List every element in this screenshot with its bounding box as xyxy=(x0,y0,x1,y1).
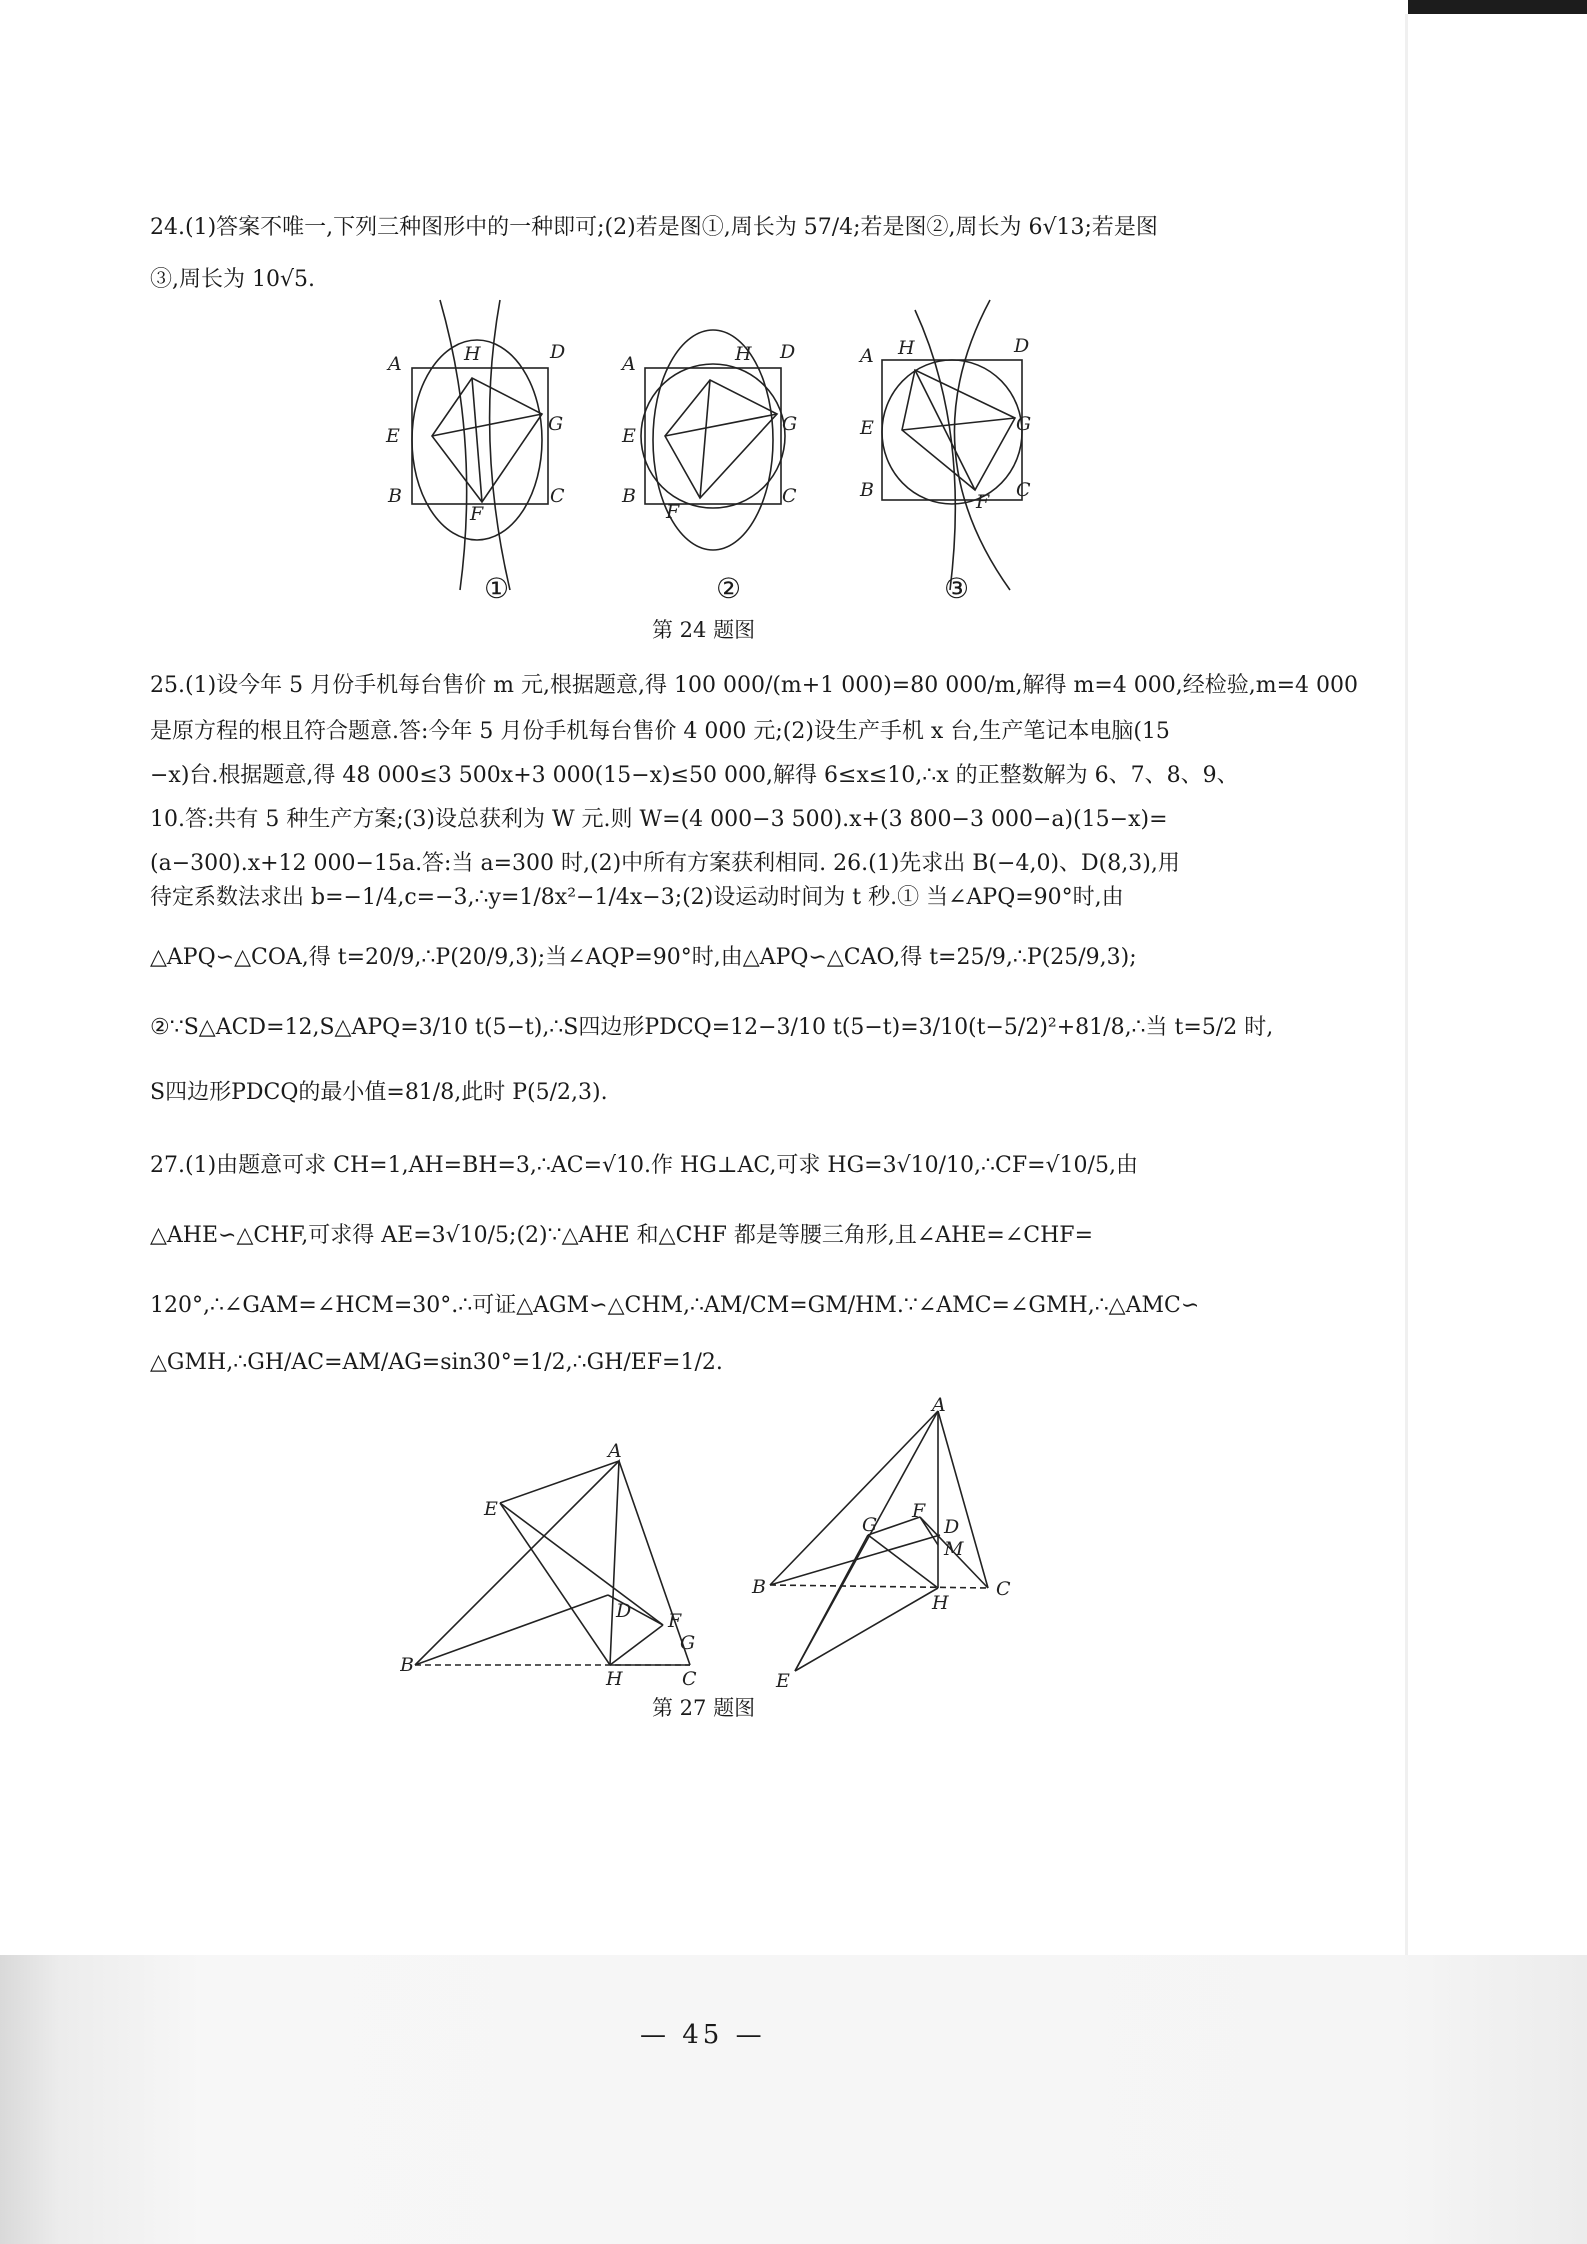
label-M: M xyxy=(944,1538,964,1560)
p25-line8: ②∵S△ACD=12,S△APQ=3/10 t(5−t),∴S四边形PDCQ=12−3/10 t(5−t)=3/10(t−5/2)²+81/8,∴当 t=5/2 时, xyxy=(150,1015,1274,1040)
label-G: G xyxy=(680,1632,696,1654)
figure-27-right xyxy=(751,1395,1011,1692)
label-B: B xyxy=(752,1576,766,1598)
label-G: G xyxy=(782,413,798,435)
label-B: B xyxy=(622,485,636,507)
label-B: B xyxy=(388,485,402,507)
page-number: — 45 — xyxy=(640,2020,766,2050)
p25-line2: 是原方程的根且符合题意.答:今年 5 月份手机每台售价 4 000 元;(2)设生产手机 x 台,生产笔记本电脑(15 xyxy=(150,719,1170,744)
figure-24 xyxy=(370,290,1050,600)
label-E: E xyxy=(860,417,874,439)
label-H: H xyxy=(606,1668,623,1690)
label-G: G xyxy=(862,1514,878,1536)
scan-edge-bottom xyxy=(0,1955,1587,2244)
label-H: H xyxy=(464,343,481,365)
label-B: B xyxy=(860,479,874,501)
label-F: F xyxy=(470,503,484,525)
fig24-label-3: ③ xyxy=(944,572,970,605)
label-A: A xyxy=(860,345,874,367)
p25-line3: −x)台.根据题意,得 48 000≤3 500x+3 000(15−x)≤50 000,解得 6≤x≤10,∴x 的正整数解为 6、7、8、9、 xyxy=(150,763,1239,788)
label-A: A xyxy=(608,1440,622,1462)
p25-line1: 25.(1)设今年 5 月份手机每台售价 m 元,根据题意,得 100 000/(m+1 000)=80 000/m,解得 m=4 000,经检验,m=4 000 xyxy=(150,673,1359,698)
label-E: E xyxy=(386,425,400,447)
label-G: G xyxy=(548,413,564,435)
label-B: B xyxy=(400,1654,414,1676)
label-A: A xyxy=(388,353,402,375)
fig24-caption: 第 24 题图 xyxy=(652,618,756,642)
p25-line7: △APQ∽△COA,得 t=20/9,∴P(20/9,3);当∠AQP=90°时,由△APQ∽△CAO,得 t=25/9,∴P(25/9,3); xyxy=(150,945,1137,970)
label-E: E xyxy=(622,425,636,447)
label-G: G xyxy=(1016,413,1032,435)
label-E: E xyxy=(776,1670,790,1692)
label-D: D xyxy=(616,1600,632,1622)
label-F: F xyxy=(666,501,680,523)
label-C: C xyxy=(996,1578,1011,1600)
fig24-label-1: ① xyxy=(484,572,510,605)
figure-27-left xyxy=(400,1440,697,1690)
label-A: A xyxy=(622,353,636,375)
p25-line5: (a−300).x+12 000−15a.答:当 a=300 时,(2)中所有方案获利相同. 26.(1)先求出 B(−4,0)、D(8,3),用 xyxy=(150,851,1180,876)
p27-line3: 120°,∴∠GAM=∠HCM=30°.∴可证△AGM∽△CHM,∴AM/CM=GM/HM.∵∠AMC=∠GMH,∴△AMC∽ xyxy=(150,1293,1200,1318)
figure-24-1 xyxy=(385,300,565,590)
figure-24-3 xyxy=(858,300,1031,590)
label-F: F xyxy=(912,1500,926,1522)
label-C: C xyxy=(550,485,565,507)
figure-27 xyxy=(400,1395,1020,1705)
label-C: C xyxy=(1016,479,1031,501)
label-E: E xyxy=(484,1498,498,1520)
label-D: D xyxy=(944,1516,960,1538)
p27-line1: 27.(1)由题意可求 CH=1,AH=BH=3,∴AC=√10.作 HG⊥AC,可求 HG=3√10/10,∴CF=√10/5,由 xyxy=(150,1153,1138,1178)
label-D: D xyxy=(550,341,566,363)
label-F: F xyxy=(668,1610,682,1632)
label-C: C xyxy=(782,485,797,507)
p27-line2: △AHE∽△CHF,可求得 AE=3√10/5;(2)∵△AHE 和△CHF 都是等腰三角形,且∠AHE=∠CHF= xyxy=(150,1223,1094,1248)
label-F: F xyxy=(976,491,990,513)
p24-line2: ③,周长为 10√5. xyxy=(150,267,315,292)
label-H: H xyxy=(898,337,915,359)
scan-edge-top xyxy=(1408,0,1587,14)
p25-line9: S四边形PDCQ的最小值=81/8,此时 P(5/2,3). xyxy=(150,1080,608,1105)
fig24-label-2: ② xyxy=(716,572,742,605)
p24-line1: 24.(1)答案不唯一,下列三种图形中的一种即可;(2)若是图①,周长为 57/4;若是图②,周长为 6√13;若是图 xyxy=(150,215,1158,240)
p25-line6: 待定系数法求出 b=−1/4,c=−3,∴y=1/8x²−1/4x−3;(2)设运动时间为 t 秒.① 当∠APQ=90°时,由 xyxy=(150,885,1124,910)
scan-edge-right xyxy=(1405,14,1408,1955)
label-H: H xyxy=(735,343,752,365)
p27-line4: △GMH,∴GH/AC=AM/AG=sin30°=1/2,∴GH/EF=1/2. xyxy=(150,1350,723,1375)
label-H: H xyxy=(932,1592,949,1614)
p25-line4: 10.答:共有 5 种生产方案;(3)设总获利为 W 元.则 W=(4 000−3 500).x+(3 800−3 000−a)(15−x)= xyxy=(150,807,1168,832)
fig27-caption: 第 27 题图 xyxy=(652,1696,756,1720)
label-A: A xyxy=(932,1395,946,1416)
label-D: D xyxy=(780,341,796,363)
figure-24-2 xyxy=(620,330,797,550)
label-C: C xyxy=(682,1668,697,1690)
label-D: D xyxy=(1014,335,1030,357)
